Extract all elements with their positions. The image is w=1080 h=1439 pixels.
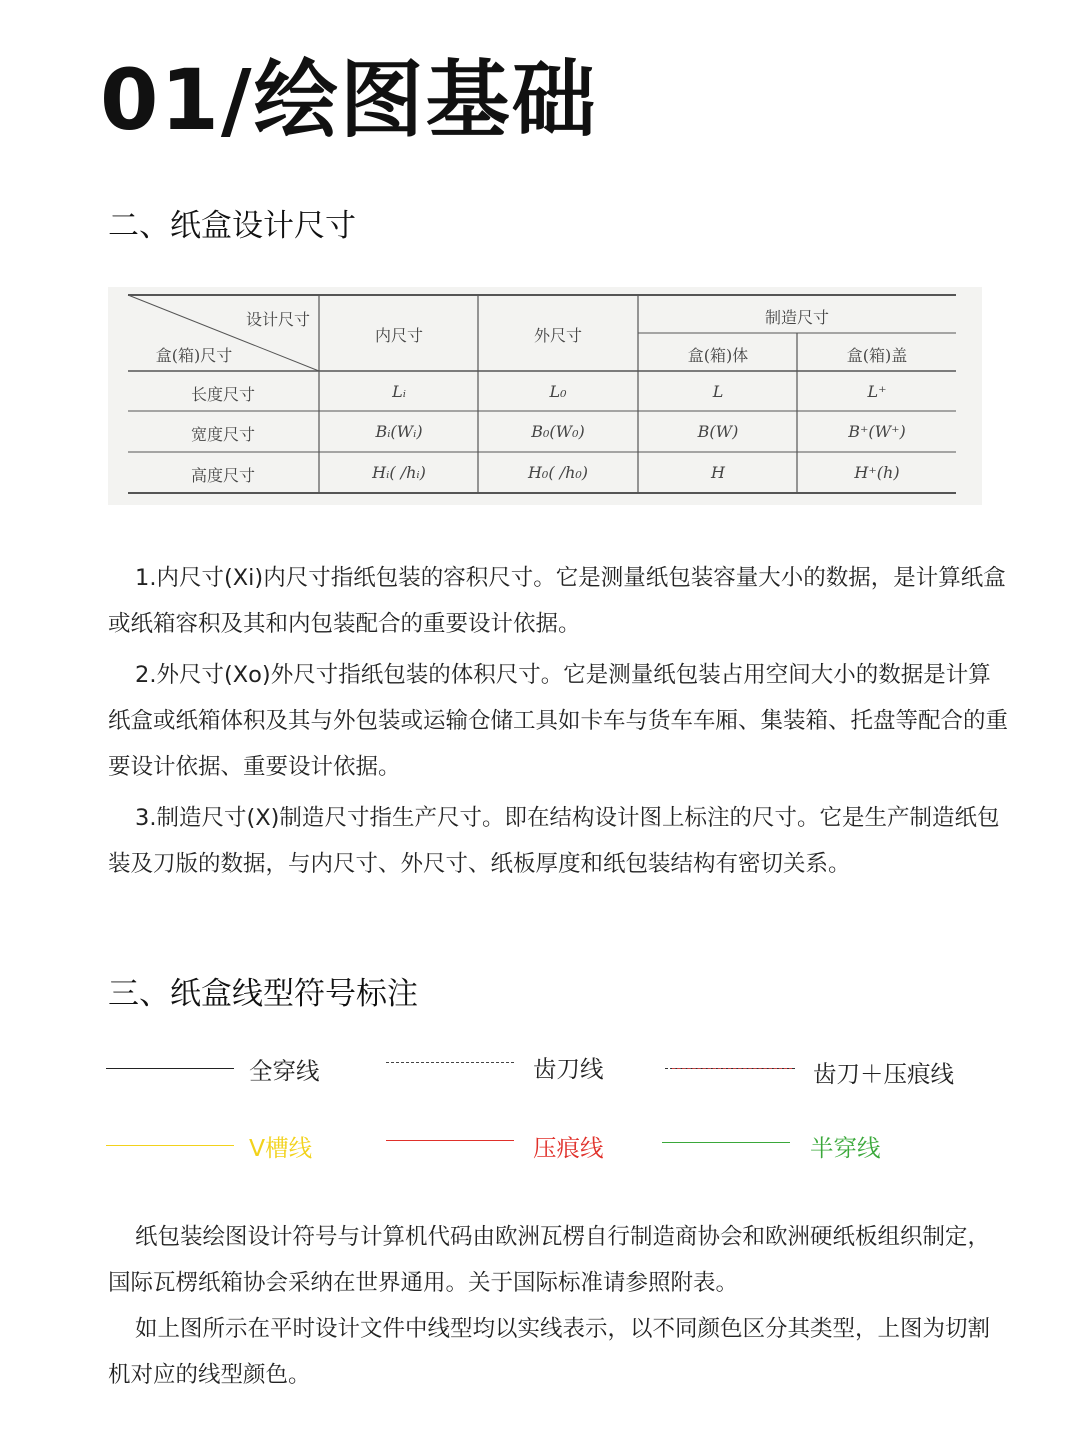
crease-line-label: 压痕线 — [533, 1134, 604, 1162]
perforation-line-sample — [386, 1062, 514, 1063]
header-design-dimension: 设计尺寸 — [245, 310, 311, 329]
paragraph-manufacture-size: 3.制造尺寸(X)制造尺寸指生产尺寸。即在结构设计图上标注的尺寸。它是生产制造纸包装及刀版的数据，与内尺寸、外尺寸、纸板厚度和纸包装结构有密切关系。 — [108, 805, 1000, 877]
row-label-height: 高度尺寸 — [190, 466, 256, 485]
header-outer-size: 外尺寸 — [533, 326, 583, 345]
cell-height-body: H — [711, 463, 725, 482]
section-title-line-symbols: 三、纸盒线型符号标注 — [108, 976, 418, 1012]
header-manufacture-size: 制造尺寸 — [764, 308, 830, 327]
cell-length-inner: Lᵢ — [392, 382, 406, 401]
header-inner-size: 内尺寸 — [374, 326, 424, 345]
perforation-line-label: 齿刀线 — [533, 1055, 604, 1083]
cell-height-inner: Hᵢ( /hᵢ) — [372, 463, 426, 482]
header-box-body: 盒(箱)体 — [687, 346, 749, 365]
row-label-width: 宽度尺寸 — [190, 425, 256, 444]
half-cut-line-sample — [662, 1142, 790, 1143]
crease-line-sample — [386, 1140, 514, 1141]
cell-length-outer: L₀ — [549, 382, 567, 401]
cell-length-lid: L⁺ — [867, 382, 887, 401]
v-groove-line-label: V槽线 — [249, 1134, 313, 1162]
cell-width-outer: B₀(W₀) — [531, 422, 585, 441]
cell-height-outer: H₀( /h₀) — [527, 463, 589, 482]
page-title: 01/绘图基础 — [100, 51, 598, 149]
full-cut-line-label: 全穿线 — [249, 1057, 320, 1085]
paragraph-line-colors: 如上图所示在平时设计文件中线型均以实线表示，以不同颜色区分其类型，上图为切割机对应的线型颜色。 — [108, 1316, 991, 1388]
cell-width-inner: Bᵢ(Wᵢ) — [375, 422, 423, 441]
cell-height-lid: H⁺(h) — [854, 463, 900, 482]
cell-width-body: B(W) — [697, 422, 739, 441]
perforation-crease-line-label: 齿刀＋压痕线 — [813, 1060, 954, 1088]
paragraph-outer-size: 2.外尺寸(Xo)外尺寸指纸包装的体积尺寸。它是测量纸包装占用空间大小的数据是计算纸盒或纸箱体积及其与外包装或运输仓储工具如卡车与货车车厢、集装箱、托盘等配合的重要设计依据、重要设计依据。 — [108, 662, 1009, 780]
half-cut-line-label: 半穿线 — [810, 1134, 881, 1162]
dimensions-table — [108, 287, 982, 505]
header-box-lid: 盒(箱)盖 — [846, 346, 908, 365]
row-label-length: 长度尺寸 — [190, 385, 256, 404]
paragraph-inner-size: 1.内尺寸(Xi)内尺寸指纸包装的容积尺寸。它是测量纸包装容量大小的数据，是计算纸盒或纸箱容积及其和内包装配合的重要设计依据。 — [108, 565, 1006, 637]
paragraph-standards: 纸包装绘图设计符号与计算机代码由欧洲瓦楞自行制造商协会和欧洲硬纸板组织制定，国际瓦楞纸箱协会采纳在世界通用。关于国际标准请参照附表。 — [108, 1224, 991, 1296]
v-groove-line-sample — [106, 1145, 234, 1146]
cell-width-lid: B⁺(W⁺) — [848, 422, 906, 441]
perforation-crease-line-red-sample — [672, 1068, 792, 1069]
cell-length-body: L — [712, 382, 724, 401]
full-cut-line-sample — [106, 1068, 234, 1069]
header-box-dimension: 盒(箱)尺寸 — [155, 346, 233, 365]
section-title-box-dimensions: 二、纸盒设计尺寸 — [108, 208, 356, 244]
